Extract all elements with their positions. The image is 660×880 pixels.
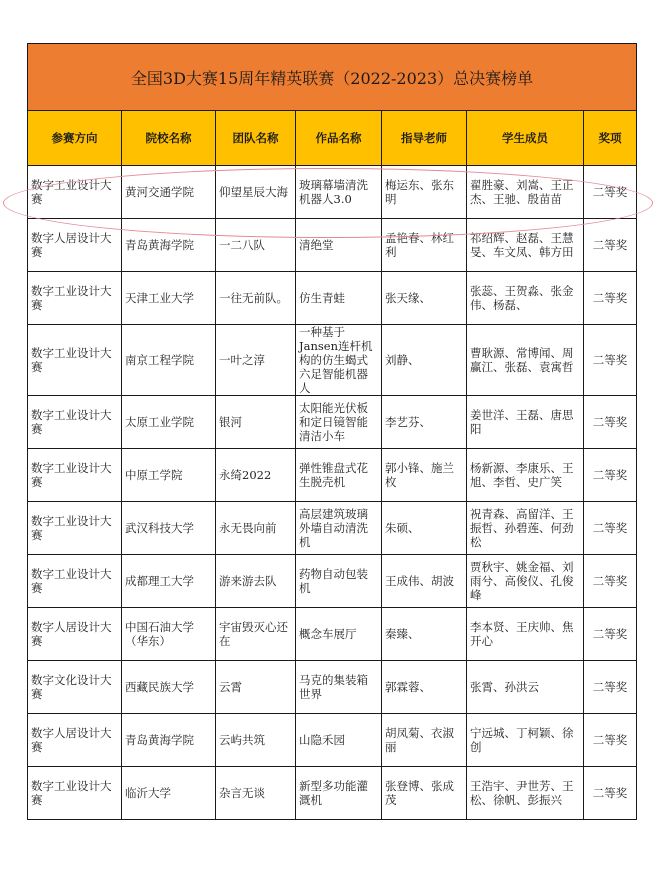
cell-school: 中原工学院 <box>122 449 216 502</box>
cell-direction: 数字工业设计大赛 <box>28 555 122 608</box>
cell-award: 二等奖 <box>584 166 637 219</box>
cell-work: 一种基于Jansen连杆机构的仿生蝎式六足智能机器人 <box>296 325 382 396</box>
cell-work: 弹性锥盘式花生脱壳机 <box>296 449 382 502</box>
cell-advisor: 孟艳春、林红利 <box>382 219 467 272</box>
table-row <box>28 166 637 219</box>
cell-work: 仿生青蛙 <box>296 272 382 325</box>
cell-direction: 数字工业设计大赛 <box>28 502 122 555</box>
cell-students: 曹耿源、常博闻、周赢江、张磊、袁寓哲 <box>467 325 584 396</box>
cell-team: 永绮2022 <box>216 449 296 502</box>
cell-award: 二等奖 <box>584 272 637 325</box>
cell-direction: 数字人居设计大赛 <box>28 219 122 272</box>
cell-team: 游来游去队 <box>216 555 296 608</box>
cell-award: 二等奖 <box>584 219 637 272</box>
cell-students: 张霄、孙洪云 <box>467 661 584 714</box>
cell-school: 中国石油大学（华东） <box>122 608 216 661</box>
cell-school: 天津工业大学 <box>122 272 216 325</box>
cell-award: 二等奖 <box>584 449 637 502</box>
cell-award: 二等奖 <box>584 502 637 555</box>
cell-advisor: 张登博、张成茂 <box>382 767 467 820</box>
cell-direction: 数字人居设计大赛 <box>28 608 122 661</box>
cell-work: 清绝堂 <box>296 219 382 272</box>
cell-school: 成都理工大学 <box>122 555 216 608</box>
cell-advisor: 秦臻、 <box>382 608 467 661</box>
table-row <box>28 714 637 767</box>
page-title: 全国3D大赛15周年精英联赛（2022-2023）总决赛榜单 <box>28 44 637 111</box>
column-header-students: 学生成员 <box>467 111 584 166</box>
cell-advisor: 张天缘、 <box>382 272 467 325</box>
cell-team: 杂言无谈 <box>216 767 296 820</box>
cell-students: 宁远城、丁柯颖、徐创 <box>467 714 584 767</box>
cell-advisor: 郭小锋、施兰枚 <box>382 449 467 502</box>
table-row <box>28 272 637 325</box>
cell-team: 一往无前队。 <box>216 272 296 325</box>
cell-school: 青岛黄海学院 <box>122 219 216 272</box>
cell-team: 云霄 <box>216 661 296 714</box>
table-row <box>28 325 637 396</box>
cell-direction: 数字工业设计大赛 <box>28 767 122 820</box>
cell-school: 临沂大学 <box>122 767 216 820</box>
cell-school: 南京工程学院 <box>122 325 216 396</box>
table-row <box>28 767 637 820</box>
table-row <box>28 396 637 449</box>
cell-team: 一二八队 <box>216 219 296 272</box>
cell-work: 太阳能光伏板和定日镜智能清洁小车 <box>296 396 382 449</box>
cell-work: 马克的集装箱世界 <box>296 661 382 714</box>
cell-students: 张蕊、王贺淼、张金伟、杨磊、 <box>467 272 584 325</box>
cell-team: 云屿共筑 <box>216 714 296 767</box>
cell-direction: 数字工业设计大赛 <box>28 272 122 325</box>
cell-advisor: 李艺芬、 <box>382 396 467 449</box>
cell-school: 西藏民族大学 <box>122 661 216 714</box>
column-header-direction: 参赛方向 <box>28 111 122 166</box>
cell-students: 杨新源、李康乐、王旭、李哲、史广笑 <box>467 449 584 502</box>
cell-direction: 数字人居设计大赛 <box>28 714 122 767</box>
cell-advisor: 郭霖蓉、 <box>382 661 467 714</box>
cell-students: 祁绍辉、赵磊、王慧旻、车文凤、韩方田 <box>467 219 584 272</box>
cell-advisor: 朱硕、 <box>382 502 467 555</box>
column-header-award: 奖项 <box>584 111 637 166</box>
cell-team: 仰望星辰大海 <box>216 166 296 219</box>
cell-advisor: 王成伟、胡波 <box>382 555 467 608</box>
cell-school: 黄河交通学院 <box>122 166 216 219</box>
cell-direction: 数字工业设计大赛 <box>28 325 122 396</box>
cell-team: 银河 <box>216 396 296 449</box>
table-row <box>28 219 637 272</box>
table-row <box>28 608 637 661</box>
cell-direction: 数字工业设计大赛 <box>28 396 122 449</box>
cell-award: 二等奖 <box>584 396 637 449</box>
column-header-advisor: 指导老师 <box>382 111 467 166</box>
cell-advisor: 胡凤菊、衣淑丽 <box>382 714 467 767</box>
table-row <box>28 449 637 502</box>
cell-work: 概念车展厅 <box>296 608 382 661</box>
cell-direction: 数字工业设计大赛 <box>28 449 122 502</box>
cell-school: 青岛黄海学院 <box>122 714 216 767</box>
cell-direction: 数字文化设计大赛 <box>28 661 122 714</box>
cell-students: 贾秋宇、姚金福、刘雨兮、高俊仪、孔俊峰 <box>467 555 584 608</box>
cell-students: 翟胜豪、刘嵩、王正杰、王驰、殷苗苗 <box>467 166 584 219</box>
cell-work: 高层建筑玻璃外墙自动清洗机 <box>296 502 382 555</box>
cell-students: 王浩宇、尹世芳、王松、徐帆、彭振兴 <box>467 767 584 820</box>
column-header-team: 团队名称 <box>216 111 296 166</box>
cell-advisor: 刘静、 <box>382 325 467 396</box>
cell-award: 二等奖 <box>584 767 637 820</box>
cell-work: 药物自动包装机 <box>296 555 382 608</box>
cell-award: 二等奖 <box>584 661 637 714</box>
cell-advisor: 梅运东、张东明 <box>382 166 467 219</box>
cell-team: 一叶之淳 <box>216 325 296 396</box>
cell-award: 二等奖 <box>584 714 637 767</box>
column-header-school: 院校名称 <box>122 111 216 166</box>
cell-direction: 数字工业设计大赛 <box>28 166 122 219</box>
cell-team: 宇宙毁灭心还在 <box>216 608 296 661</box>
table-row <box>28 502 637 555</box>
cell-award: 二等奖 <box>584 608 637 661</box>
cell-school: 太原工业学院 <box>122 396 216 449</box>
column-header-work: 作品名称 <box>296 111 382 166</box>
cell-students: 姜世洋、王磊、唐思阳 <box>467 396 584 449</box>
header-row <box>28 111 637 166</box>
cell-school: 武汉科技大学 <box>122 502 216 555</box>
cell-work: 新型多功能灌溉机 <box>296 767 382 820</box>
table-row <box>28 555 637 608</box>
cell-students: 祝青森、高留洋、王振哲、孙碧莲、何劲松 <box>467 502 584 555</box>
cell-work: 山隐禾园 <box>296 714 382 767</box>
ranking-table <box>27 43 637 820</box>
cell-award: 二等奖 <box>584 325 637 396</box>
cell-students: 李本贤、王庆帅、焦开心 <box>467 608 584 661</box>
cell-team: 永无畏向前 <box>216 502 296 555</box>
table-row <box>28 661 637 714</box>
cell-work: 玻璃幕墙清洗机器人3.0 <box>296 166 382 219</box>
ranking-sheet <box>27 43 636 820</box>
title-row <box>28 44 637 111</box>
cell-award: 二等奖 <box>584 555 637 608</box>
